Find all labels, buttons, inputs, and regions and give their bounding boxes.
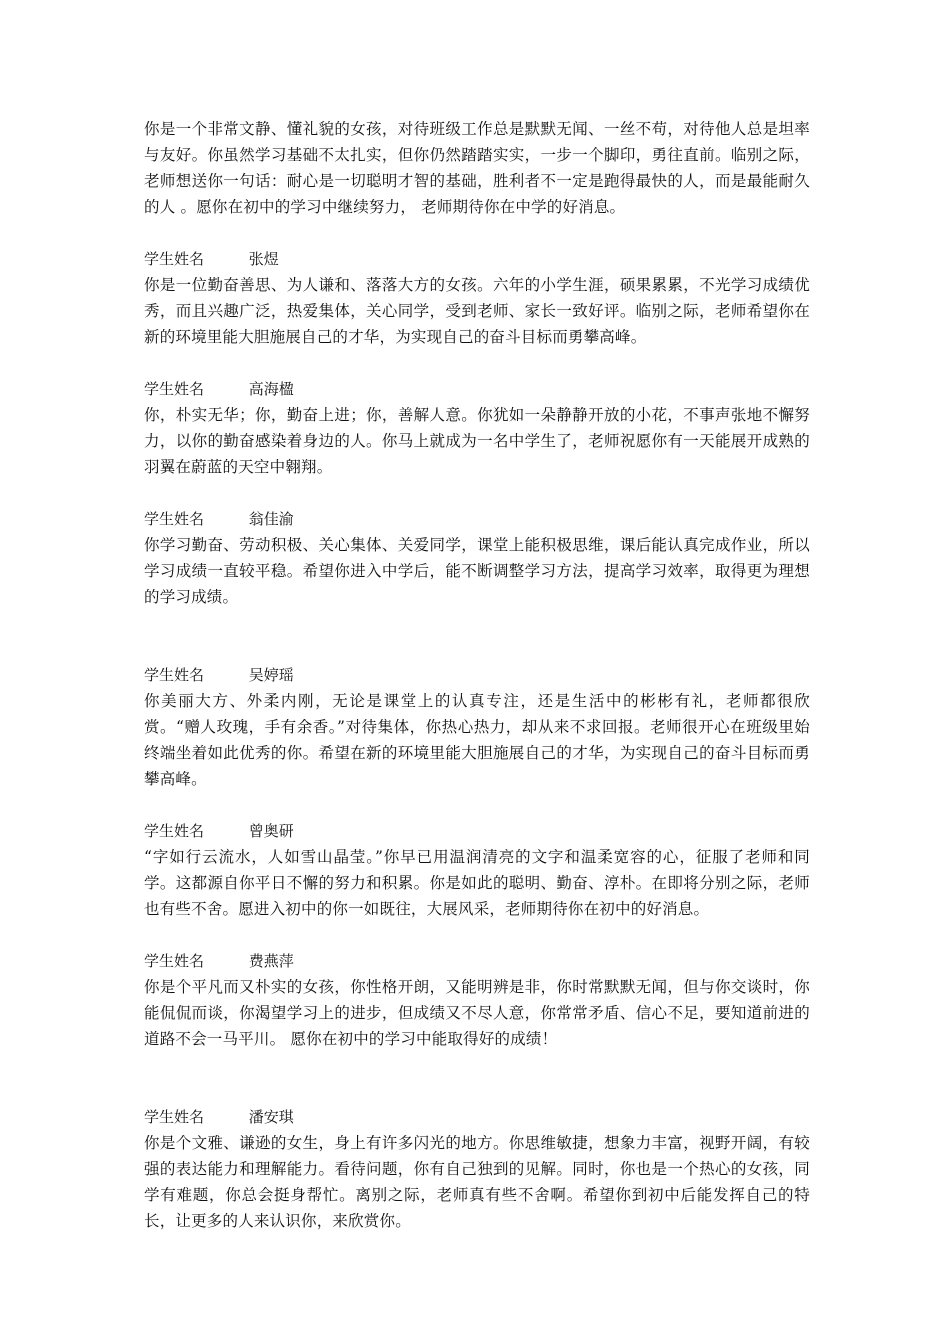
spacer [144, 1052, 810, 1104]
student-name-label: 学生姓名 [144, 822, 205, 840]
student-name-label: 学生姓名 [144, 1108, 205, 1126]
spacer [144, 610, 810, 662]
student-name-row [144, 818, 810, 844]
student-name: 潘安琪 [248, 1108, 294, 1126]
student-comment: “字如行云流水，人如雪山晶莹。”你早已用温润清亮的文字和温柔宽容的心，征服了老师和同学。这都源自你平日不懈的努力和积累。你是如此的聪明、勤奋、淳朴。在即将分别之际，老师也有些不舍。愿进入初中的你一如既往，大展风采，老师期待你在初中的好消息。 [144, 848, 810, 918]
student-name-row [144, 662, 810, 688]
student-name: 张煜 [248, 250, 279, 268]
student-comment: 你学习勤奋、劳动积极、关心集体、关爱同学，课堂上能积极思维，课后能认真完成作业，所以学习成绩一直较平稳。希望你进入中学后，能不断调整学习方法，提高学习效率，取得更为理想的学习成绩。 [144, 536, 810, 606]
student-comment: 你是个平凡而又朴实的女孩，你性格开朗，又能明辨是非，你时常默默无闻，但与你交谈时，你能侃侃而谈，你渴望学习上的进步，但成绩又不尽人意，你常常矛盾、信心不足，要知道前进的道路不会一马平川。 愿你在初中的学习中能取得好的成绩！ [144, 978, 810, 1048]
spacer [144, 350, 810, 376]
spacer [144, 480, 810, 506]
student-name-row [144, 506, 810, 532]
student-name: 翁佳渝 [248, 510, 294, 528]
student-comment: 你是个文雅、谦逊的女生，身上有许多闪光的地方。你思维敏捷，想象力丰富，视野开阔，有较强的表达能力和理解能力。看待问题，你有自己独到的见解。同时，你也是一个热心的女孩，同学有难题，你总会挺身帮忙。离别之际，老师真有些不舍啊。希望你到初中后能发挥自己的特长，让更多的人来认识你，来欣赏你。 [144, 1134, 810, 1230]
student-name-label: 学生姓名 [144, 952, 205, 970]
student-entry-2 [144, 376, 810, 480]
student-name: 曾奥研 [248, 822, 294, 840]
student-name: 高海楹 [248, 380, 294, 398]
student-comment: 你，朴实无华；你，勤奋上进；你，善解人意。你犹如一朵静静开放的小花，不事声张地不懈努力，以你的勤奋感染着身边的人。你马上就成为一名中学生了，老师祝愿你有一天能展开成熟的羽翼在蔚蓝的天空中翱翔。 [144, 406, 810, 476]
spacer [144, 792, 810, 818]
comment-paragraph-intro: 你是一个非常文静、懂礼貌的女孩，对待班级工作总是默默无闻、一丝不苟，对待他人总是坦率与友好。你虽然学习基础不太扎实，但你仍然踏踏实实，一步一个脚印，勇往直前。临别之际，老师想送你一句话：耐心是一切聪明才智的基础，胜利者不一定是跑得最快的人，而是最能耐久的人 。愿你在初中的学习中继续努力， 老师期待你在中学的好消息。 [144, 120, 810, 216]
student-name-label: 学生姓名 [144, 510, 205, 528]
student-name-label: 学生姓名 [144, 250, 205, 268]
student-name-row [144, 376, 810, 402]
student-name-row [144, 246, 810, 272]
student-entry-5 [144, 818, 810, 922]
spacer [144, 922, 810, 948]
student-name-row [144, 948, 810, 974]
student-name-row [144, 1104, 810, 1130]
student-comment: 你是一位勤奋善思、为人谦和、落落大方的女孩。六年的小学生涯，硕果累累，不光学习成绩优秀，而且兴趣广泛，热爱集体，关心同学，受到老师、家长一致好评。临别之际，老师希望你在新的环境里能大胆施展自己的才华，为实现自己的奋斗目标而勇攀高峰。 [144, 276, 810, 346]
student-name-label: 学生姓名 [144, 666, 205, 684]
student-entry-3 [144, 506, 810, 610]
document-page [144, 116, 810, 1234]
student-entry-4 [144, 662, 810, 792]
student-name: 费燕萍 [248, 952, 294, 970]
student-comment: 你美丽大方、外柔内刚，无论是课堂上的认真专注，还是生活中的彬彬有礼，老师都很欣赏。“赠人玫瑰，手有余香。”对待集体，你热心热力，却从来不求回报。老师很开心在班级里始终端坐着如此优秀的你。希望在新的环境里能大胆施展自己的才华，为实现自己的奋斗目标而勇攀高峰。 [144, 692, 810, 788]
student-name: 吴婷瑶 [248, 666, 294, 684]
student-entry-7 [144, 1104, 810, 1234]
student-entry-6 [144, 948, 810, 1052]
student-entry-1 [144, 246, 810, 350]
student-name-label: 学生姓名 [144, 380, 205, 398]
spacer [144, 220, 810, 246]
